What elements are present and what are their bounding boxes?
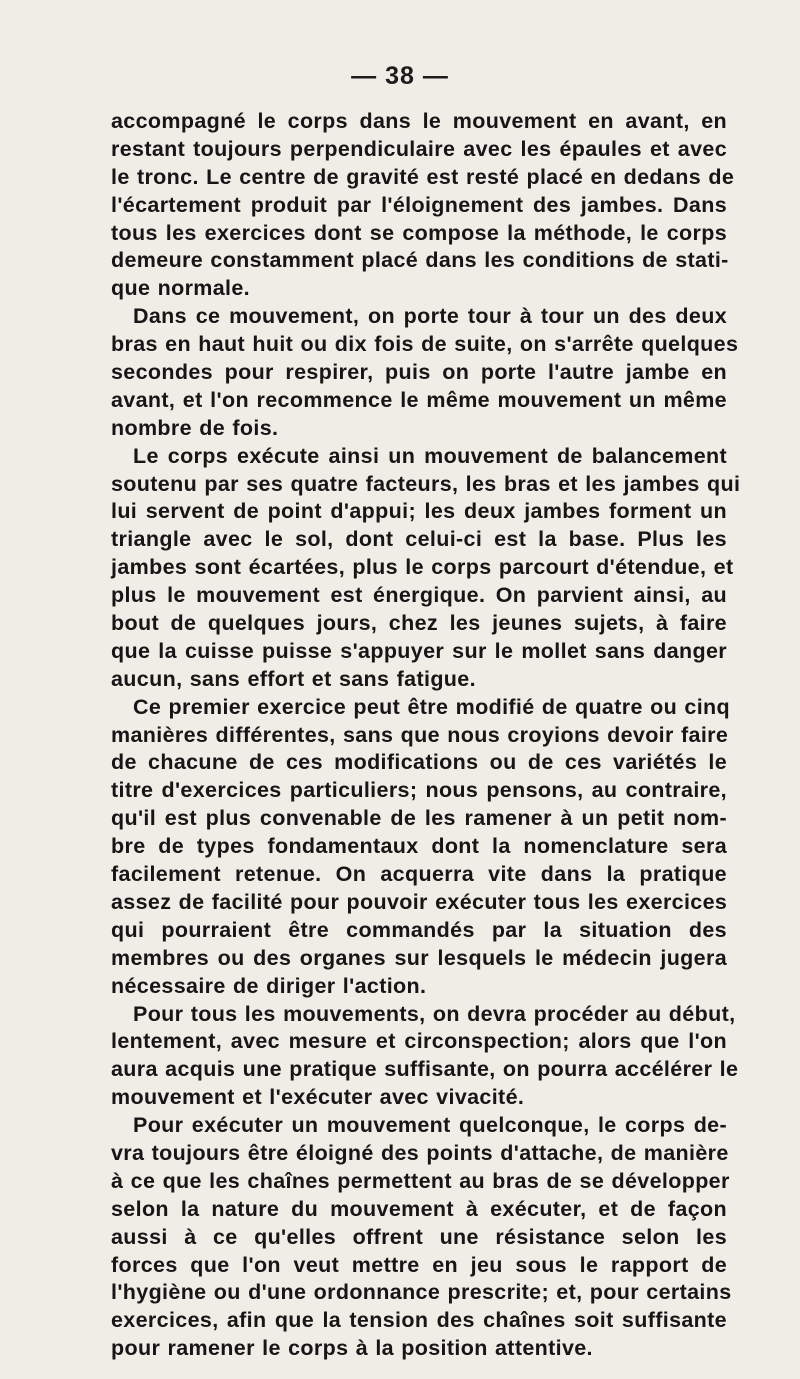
text-line: le tronc. Le centre de gravité est resté placé en dedans de xyxy=(111,164,735,189)
text-line: lui servent de point d'appui; les deux jambes forment un xyxy=(111,499,727,524)
text-line: bout de quelques jours, chez les jeunes sujets, à faire xyxy=(111,611,727,636)
text-line: que la cuisse puisse s'appuyer sur le mollet sans danger xyxy=(111,638,727,663)
text-line: Pour exécuter un mouvement quelconque, le corps de- xyxy=(133,1113,727,1138)
text-line: triangle avec le sol, dont celui-ci est la base. Plus les xyxy=(111,527,727,552)
text-line: plus le mouvement est énergique. On parvient ainsi, au xyxy=(111,583,727,608)
text-line: qu'il est plus convenable de les ramener à un petit nom- xyxy=(111,806,727,831)
text-line: que normale. xyxy=(111,276,251,301)
text-line: nécessaire de diriger l'action. xyxy=(111,973,427,998)
page-number: — 38 — xyxy=(351,62,449,90)
text-line: restant toujours perpendiculaire avec les épaules et avec xyxy=(111,136,727,161)
text-line: secondes pour respirer, puis on porte l'autre jambe en xyxy=(111,360,727,385)
text-line: manières différentes, sans que nous croyions devoir faire xyxy=(111,722,729,747)
text-line: de chacune de ces modifications ou de ces variétés le xyxy=(111,750,727,775)
text-line: nombre de fois. xyxy=(111,415,279,440)
text-line: l'écartement produit par l'éloignement des jambes. Dans xyxy=(111,192,727,217)
text-line: Pour tous les mouvements, on devra procéder au début, xyxy=(133,1001,736,1026)
text-line: Le corps exécute ainsi un mouvement de balancement xyxy=(133,443,727,468)
text-line: à ce que les chaînes permettent au bras de se développer xyxy=(111,1168,730,1193)
text-line: titre d'exercices particuliers; nous pensons, au contraire, xyxy=(111,778,727,803)
text-line: bre de types fondamentaux dont la nomenclature sera xyxy=(111,834,727,859)
text-line: soutenu par ses quatre facteurs, les bras et les jambes qui xyxy=(111,471,741,496)
text-line: accompagné le corps dans le mouvement en avant, en xyxy=(111,109,727,133)
text-line: vra toujours être éloigné des points d'attache, de manière xyxy=(111,1140,729,1165)
text-line: selon la nature du mouvement à exécuter, et de façon xyxy=(111,1196,727,1221)
text-line: tous les exercices dont se compose la méthode, le corps xyxy=(111,220,727,245)
text-line: l'hygiène ou d'une ordonnance prescrite; et, pour certains xyxy=(111,1280,732,1305)
text-line: lentement, avec mesure et circonspection; alors que l'on xyxy=(111,1029,727,1054)
text-line: demeure constamment placé dans les conditions de stati- xyxy=(111,248,729,273)
text-line: facilement retenue. On acquerra vite dans la pratique xyxy=(111,862,727,887)
text-line: assez de facilité pour pouvoir exécuter tous les exercices xyxy=(111,889,728,914)
text-line: aucun, sans effort et sans fatigue. xyxy=(111,666,476,691)
text-line: pour ramener le corps à la position attentive. xyxy=(111,1336,593,1361)
text-line: mouvement et l'exécuter avec vivacité. xyxy=(111,1085,525,1110)
text-line: qui pourraient être commandés par la situation des xyxy=(111,917,727,942)
text-line: forces que l'on veut mettre en jeu sous le rapport de xyxy=(111,1252,727,1277)
body-text xyxy=(111,108,741,1363)
text-line: aussi à ce qu'elles offrent une résistance selon les xyxy=(111,1224,727,1249)
text-line: exercices, afin que la tension des chaînes soit suffisante xyxy=(111,1308,727,1333)
text-line: Ce premier exercice peut être modifié de quatre ou cinq xyxy=(133,694,730,719)
text-line: jambes sont écartées, plus le corps parcourt d'étendue, et xyxy=(111,555,734,580)
text-line: aura acquis une pratique suffisante, on pourra accélérer le xyxy=(111,1057,739,1082)
text-line: Dans ce mouvement, on porte tour à tour un des deux xyxy=(133,304,727,329)
text-line: membres ou des organes sur lesquels le médecin jugera xyxy=(111,945,727,970)
text-line: avant, et l'on recommence le même mouvement un même xyxy=(111,387,727,412)
text-line: bras en haut huit ou dix fois de suite, on s'arrête quelques xyxy=(111,332,739,357)
